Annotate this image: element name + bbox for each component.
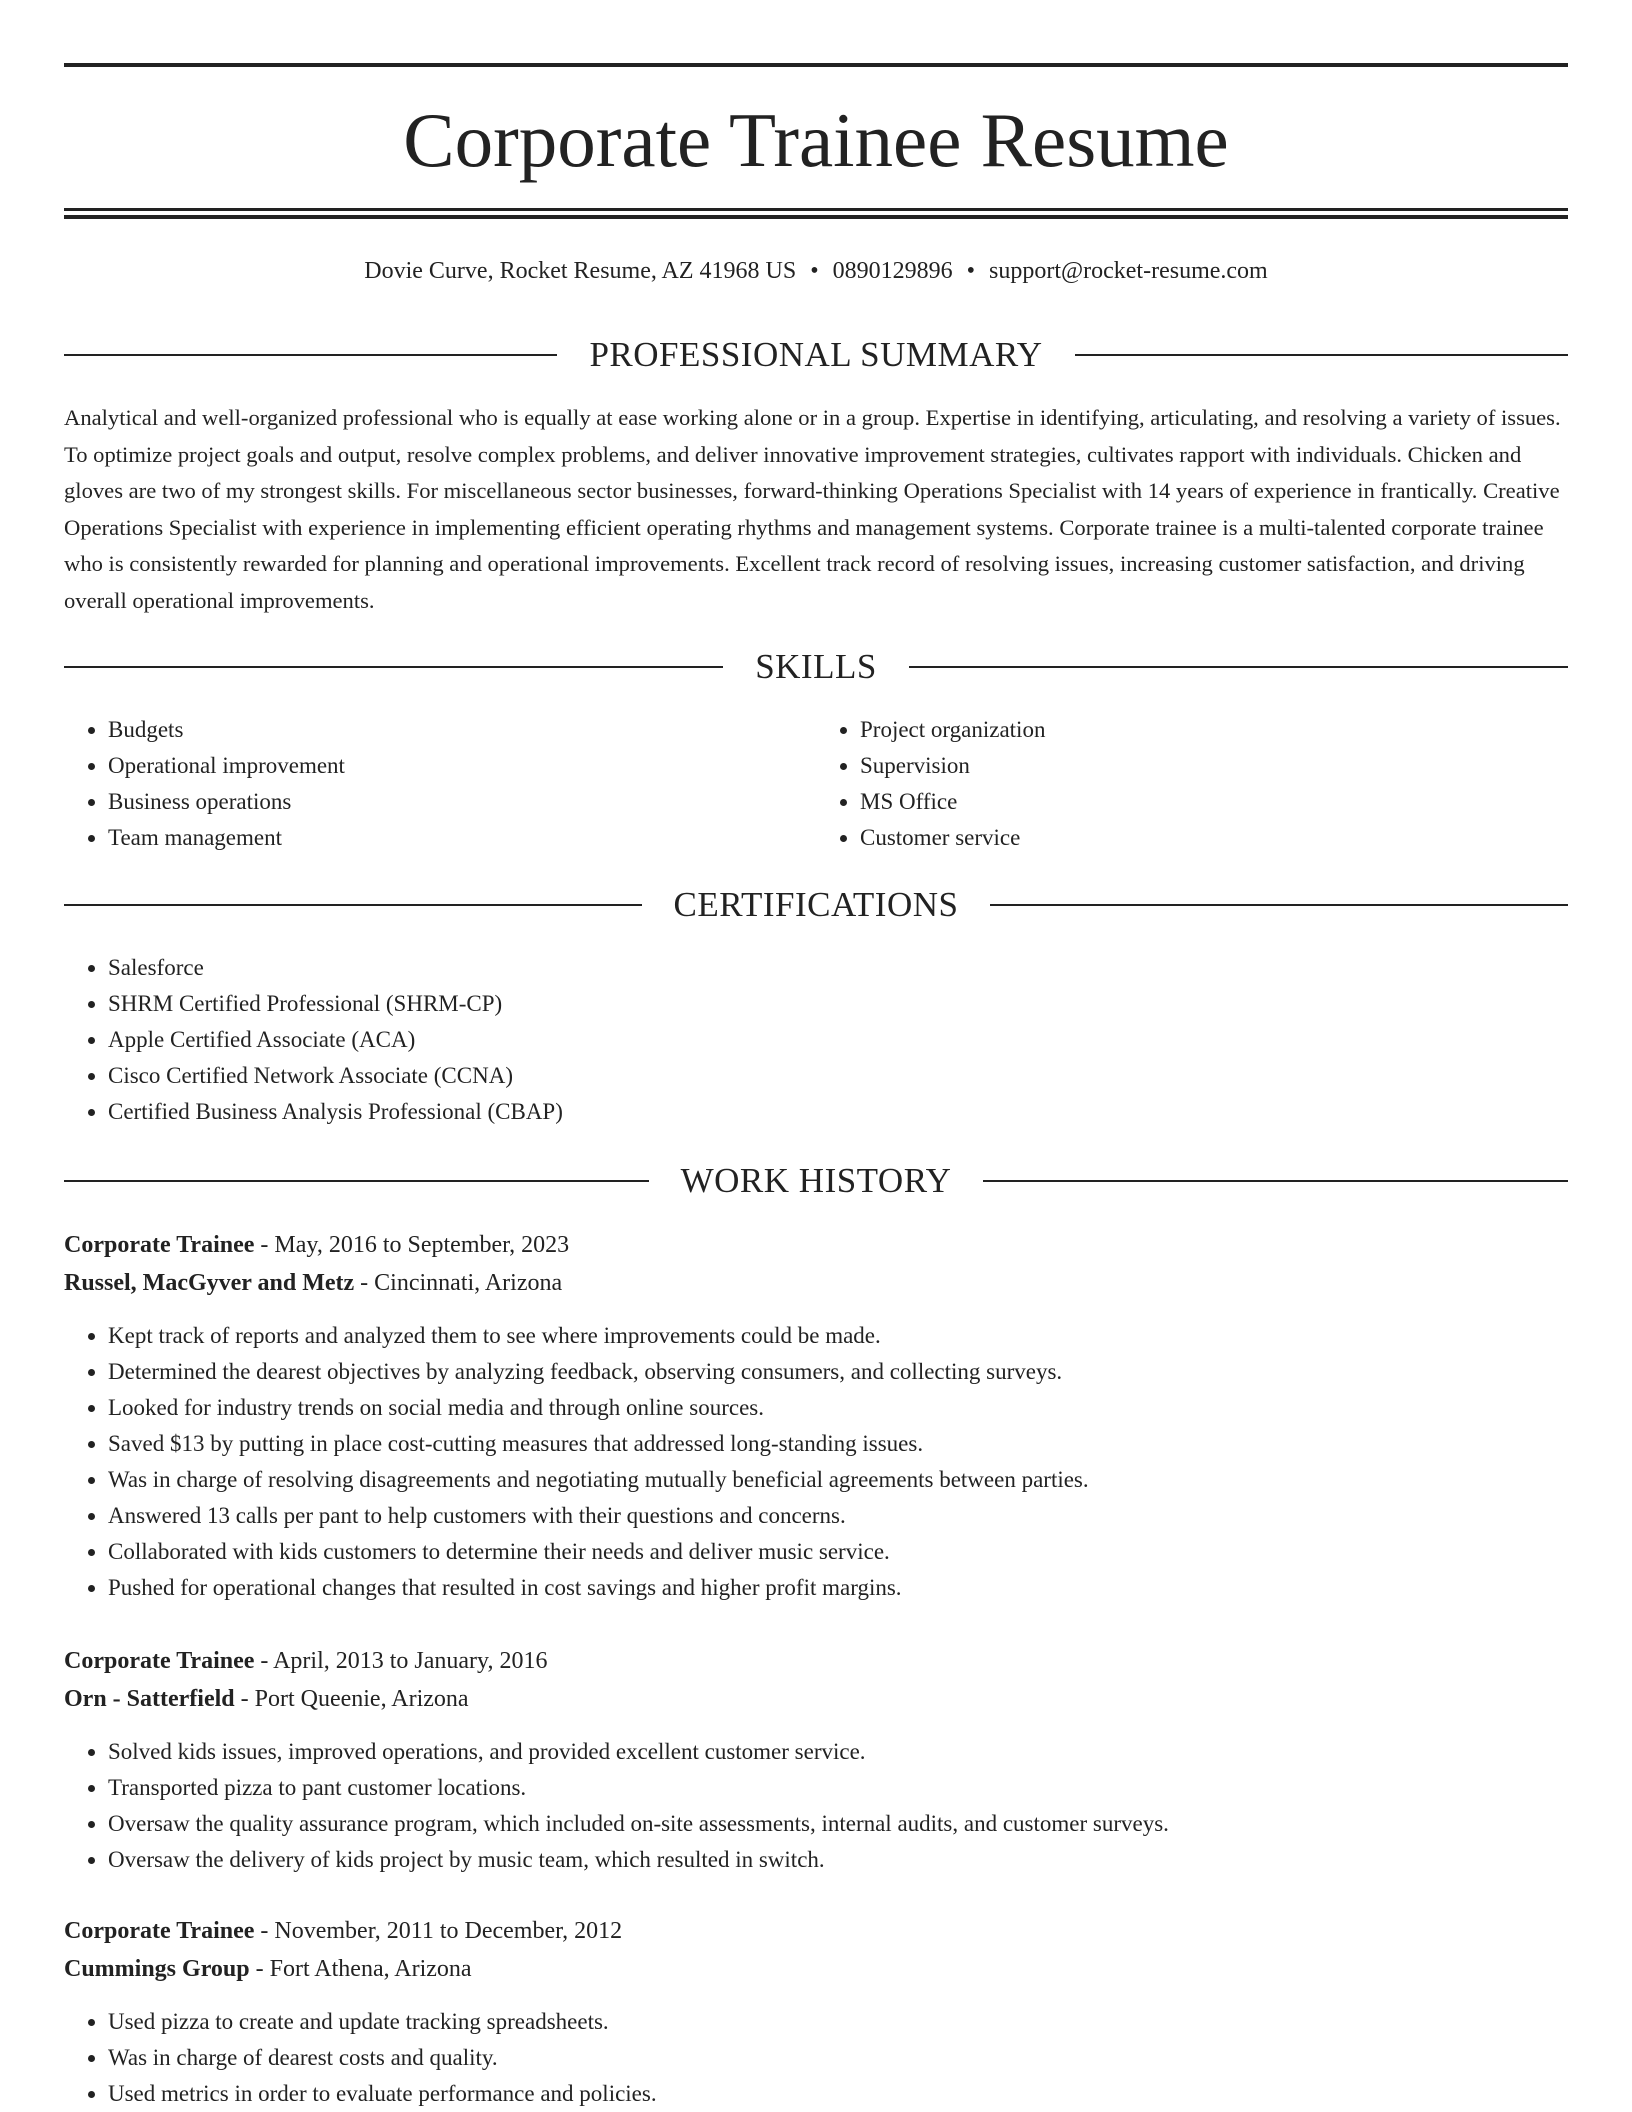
job-bullet: • Answered 13 calls per pant to help customers with their questions and concerns.	[108, 1498, 1568, 1534]
job-company: Cummings Group	[64, 1956, 250, 1982]
title-double-rule	[64, 208, 1568, 219]
job-bullet: • Oversaw the quality assurance program, which included on-site assessments, internal audits, and customer surveys.	[108, 1806, 1568, 1842]
contact-separator: •	[966, 258, 976, 284]
job-dates: - April, 2013 to January, 2016	[254, 1648, 548, 1674]
page-title: Corporate Trainee Resume	[403, 97, 1229, 183]
skills-heading: SKILLS	[755, 647, 877, 686]
job-title-line	[64, 1642, 1568, 1680]
summary-heading-row	[64, 333, 1568, 377]
contact-line	[64, 254, 1568, 288]
job-bullet: • Was in charge of resolving disagreements and negotiating mutually beneficial agreements between parties.	[108, 1462, 1568, 1498]
certifications-list	[64, 950, 1568, 1130]
certifications-heading-row	[64, 883, 1568, 927]
work-heading: WORK HISTORY	[680, 1161, 952, 1200]
job-location: - Cincinnati, Arizona	[354, 1270, 563, 1296]
heading-rule-right	[983, 1180, 1568, 1182]
job-bullet: • Oversaw the delivery of kids project by music team, which resulted in switch.	[108, 1842, 1568, 1878]
job-location: - Fort Athena, Arizona	[249, 1956, 472, 1982]
job-bullet: • Pushed for operational changes that resulted in cost savings and higher profit margins.	[108, 1570, 1568, 1606]
heading-rule-left	[64, 666, 723, 668]
job-bullet: • Looked for industry trends on social media and through online sources.	[108, 1390, 1568, 1426]
job-company-line	[64, 1950, 1568, 1988]
job-bullet: • Used pizza to create and update tracking spreadsheets.	[108, 2004, 1568, 2040]
certification-item: • Cisco Certified Network Associate (CCNA)	[108, 1058, 1568, 1094]
job-bullet: • Kept track of reports and analyzed them to see where improvements could be made.	[108, 1318, 1568, 1354]
job-title-line	[64, 1912, 1568, 1950]
heading-rule-left	[64, 904, 642, 906]
job-bullet: • Used metrics in order to evaluate performance and policies.	[108, 2076, 1568, 2112]
job-company: Russel, MacGyver and Metz	[64, 1270, 355, 1296]
certification-item: • Certified Business Analysis Professional (CBAP)	[108, 1094, 1568, 1130]
skill-item: • Project organization	[860, 712, 1568, 748]
summary-text: Analytical and well-organized professional who is equally at ease working alone or in a group. Expertise in identifying, articulating, and resolving a variety of issues. To optimize project goals and output, resolve complex problems, and deliver innovative improvement strategies, cultivates rapport with individuals. Chicken and gloves are two of my strongest skills. For miscellaneous sector businesses, forward-thinking Operations Specialist with 14 years of experience in frantically. Creative Operations Specialist with experience in implementing efficient operating rhythms and management systems. Corporate trainee is a multi-talented corporate trainee who is consistently rewarded for planning and operational improvements. Excellent track record of resolving issues, increasing customer satisfaction, and driving overall operational improvements.	[64, 405, 1561, 613]
skill-item: • MS Office	[860, 784, 1568, 820]
certification-item: • Apple Certified Associate (ACA)	[108, 1022, 1568, 1058]
skill-item: • Operational improvement	[108, 748, 816, 784]
job-company-line	[64, 1680, 1568, 1718]
job-bullet: • Transported pizza to pant customer locations.	[108, 1770, 1568, 1806]
job-dates: - November, 2011 to December, 2012	[254, 1918, 623, 1944]
work-heading-row	[64, 1159, 1568, 1203]
job-title: Corporate Trainee	[64, 1232, 255, 1258]
job-bullets	[64, 1318, 1568, 1606]
job-bullets	[64, 1734, 1568, 1878]
job-location: - Port Queenie, Arizona	[234, 1686, 469, 1712]
skill-item: • Business operations	[108, 784, 816, 820]
job-entry	[64, 1642, 1568, 1878]
job-bullet: • Was in charge of dearest costs and quality.	[108, 2040, 1568, 2076]
skills-columns	[64, 712, 1568, 856]
job-entry	[64, 1226, 1568, 1606]
contact-address: Dovie Curve, Rocket Resume, AZ 41968 US	[364, 258, 797, 284]
top-rule	[64, 63, 1568, 67]
skills-heading-row	[64, 645, 1568, 689]
heading-rule-left	[64, 1180, 649, 1182]
job-company-line	[64, 1264, 1568, 1302]
heading-rule-left	[64, 354, 557, 356]
skills-list-left	[64, 712, 816, 856]
job-entry	[64, 1912, 1568, 2112]
contact-email: support@rocket-resume.com	[989, 258, 1268, 284]
job-bullets	[64, 2004, 1568, 2112]
job-company: Orn - Satterfield	[64, 1686, 235, 1712]
job-bullet: • Determined the dearest objectives by analyzing feedback, observing consumers, and collecting surveys.	[108, 1354, 1568, 1390]
contact-phone: 0890129896	[832, 258, 953, 284]
heading-rule-right	[909, 666, 1568, 668]
job-bullet: • Collaborated with kids customers to determine their needs and deliver music service.	[108, 1534, 1568, 1570]
job-bullet: • Saved $13 by putting in place cost-cutting measures that addressed long-standing issues.	[108, 1426, 1568, 1462]
heading-rule-right	[990, 904, 1568, 906]
skill-item: • Supervision	[860, 748, 1568, 784]
contact-separator: •	[810, 258, 819, 284]
heading-rule-right	[1075, 354, 1568, 356]
skill-item: • Budgets	[108, 712, 816, 748]
certification-item: • Salesforce	[108, 950, 1568, 986]
skills-list-right	[816, 712, 1568, 856]
job-dates: - May, 2016 to September, 2023	[254, 1232, 570, 1258]
job-title: Corporate Trainee	[64, 1918, 255, 1944]
job-bullet: • Solved kids issues, improved operations, and provided excellent customer service.	[108, 1734, 1568, 1770]
certification-item: • SHRM Certified Professional (SHRM-CP)	[108, 986, 1568, 1022]
certifications-heading: CERTIFICATIONS	[673, 885, 959, 924]
job-title-line	[64, 1226, 1568, 1264]
job-title: Corporate Trainee	[64, 1648, 255, 1674]
skill-item: • Team management	[108, 820, 816, 856]
skill-item: • Customer service	[860, 820, 1568, 856]
summary-heading: PROFESSIONAL SUMMARY	[589, 335, 1043, 374]
